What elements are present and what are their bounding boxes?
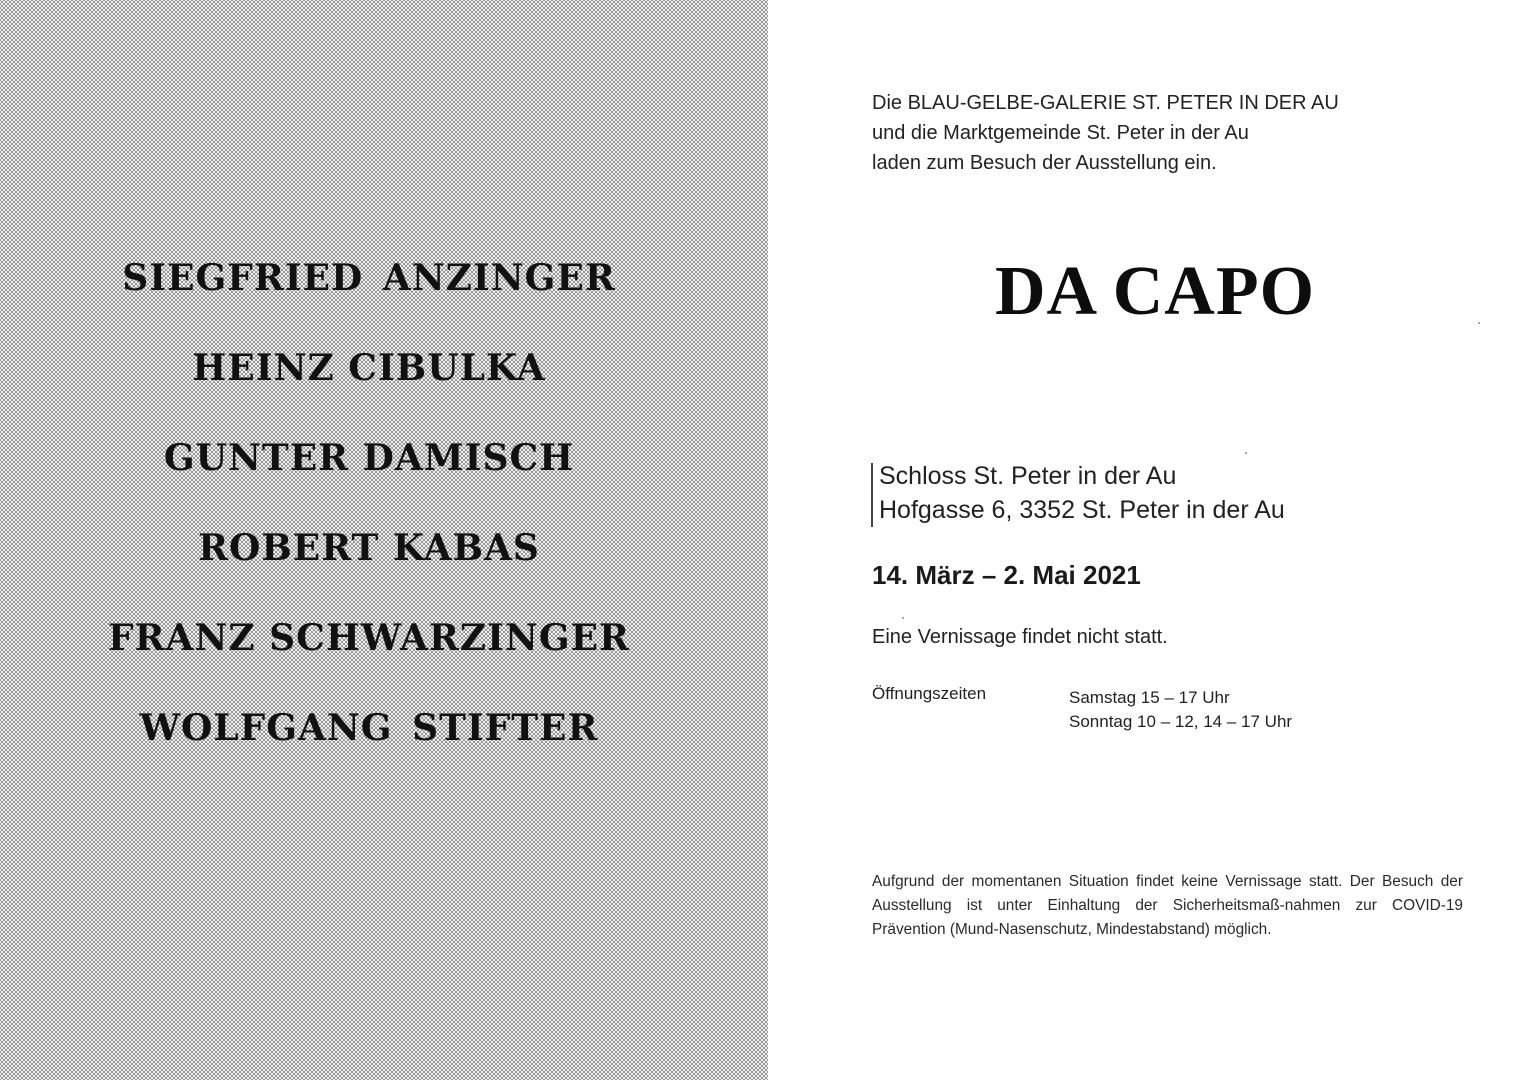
exhibition-title: DA CAPO bbox=[995, 253, 1316, 330]
scan-speck bbox=[1245, 452, 1247, 454]
venue-line: Schloss St. Peter in der Au bbox=[879, 462, 1177, 490]
intro-line: und die Marktgemeinde St. Peter in der Au bbox=[872, 122, 1249, 144]
intro-line: laden zum Besuch der Ausstellung ein. bbox=[872, 152, 1217, 174]
artist-name: ROBERT KABAS bbox=[198, 527, 540, 569]
artist-name: SIEGFRIED ANZINGER bbox=[122, 257, 616, 299]
artist-name: GUNTER DAMISCH bbox=[163, 437, 575, 479]
hours-line: Samstag 15 – 17 Uhr bbox=[1069, 688, 1230, 707]
venue-line: Hofgasse 6, 3352 St. Peter in der Au bbox=[879, 496, 1285, 524]
scan-speck bbox=[1478, 322, 1480, 324]
vernissage-note: Eine Vernissage findet nicht statt. bbox=[872, 626, 1168, 648]
artist-name: HEINZ CIBULKA bbox=[192, 347, 546, 389]
intro-line: Die BLAU-GELBE-GALERIE ST. PETER IN DER AU bbox=[872, 92, 1339, 114]
artist-name: FRANZ SCHWARZINGER bbox=[108, 617, 630, 659]
intro-text bbox=[872, 88, 1339, 178]
hours-line: Sonntag 10 – 12, 14 – 17 Uhr bbox=[1069, 712, 1293, 731]
opening-hours bbox=[1069, 686, 1292, 734]
opening-hours-label: Öffnungszeiten bbox=[872, 684, 987, 703]
exhibition-dates: 14. März – 2. Mai 2021 bbox=[872, 560, 1141, 590]
covid-notice: Aufgrund der momentanen Situation findet keine Vernissage statt. Der Besuch der Ausstellung ist unter Einhaltung der Sicherheitsmaß-nahmen zur COVID-19 Prävention (Mund-Nasenschutz, Mindestabstand) möglich. bbox=[872, 873, 1463, 938]
artist-name: WOLFGANG STIFTER bbox=[139, 707, 599, 749]
scan-speck bbox=[902, 617, 904, 619]
venue-divider bbox=[871, 463, 873, 527]
venue-address bbox=[879, 459, 1285, 527]
